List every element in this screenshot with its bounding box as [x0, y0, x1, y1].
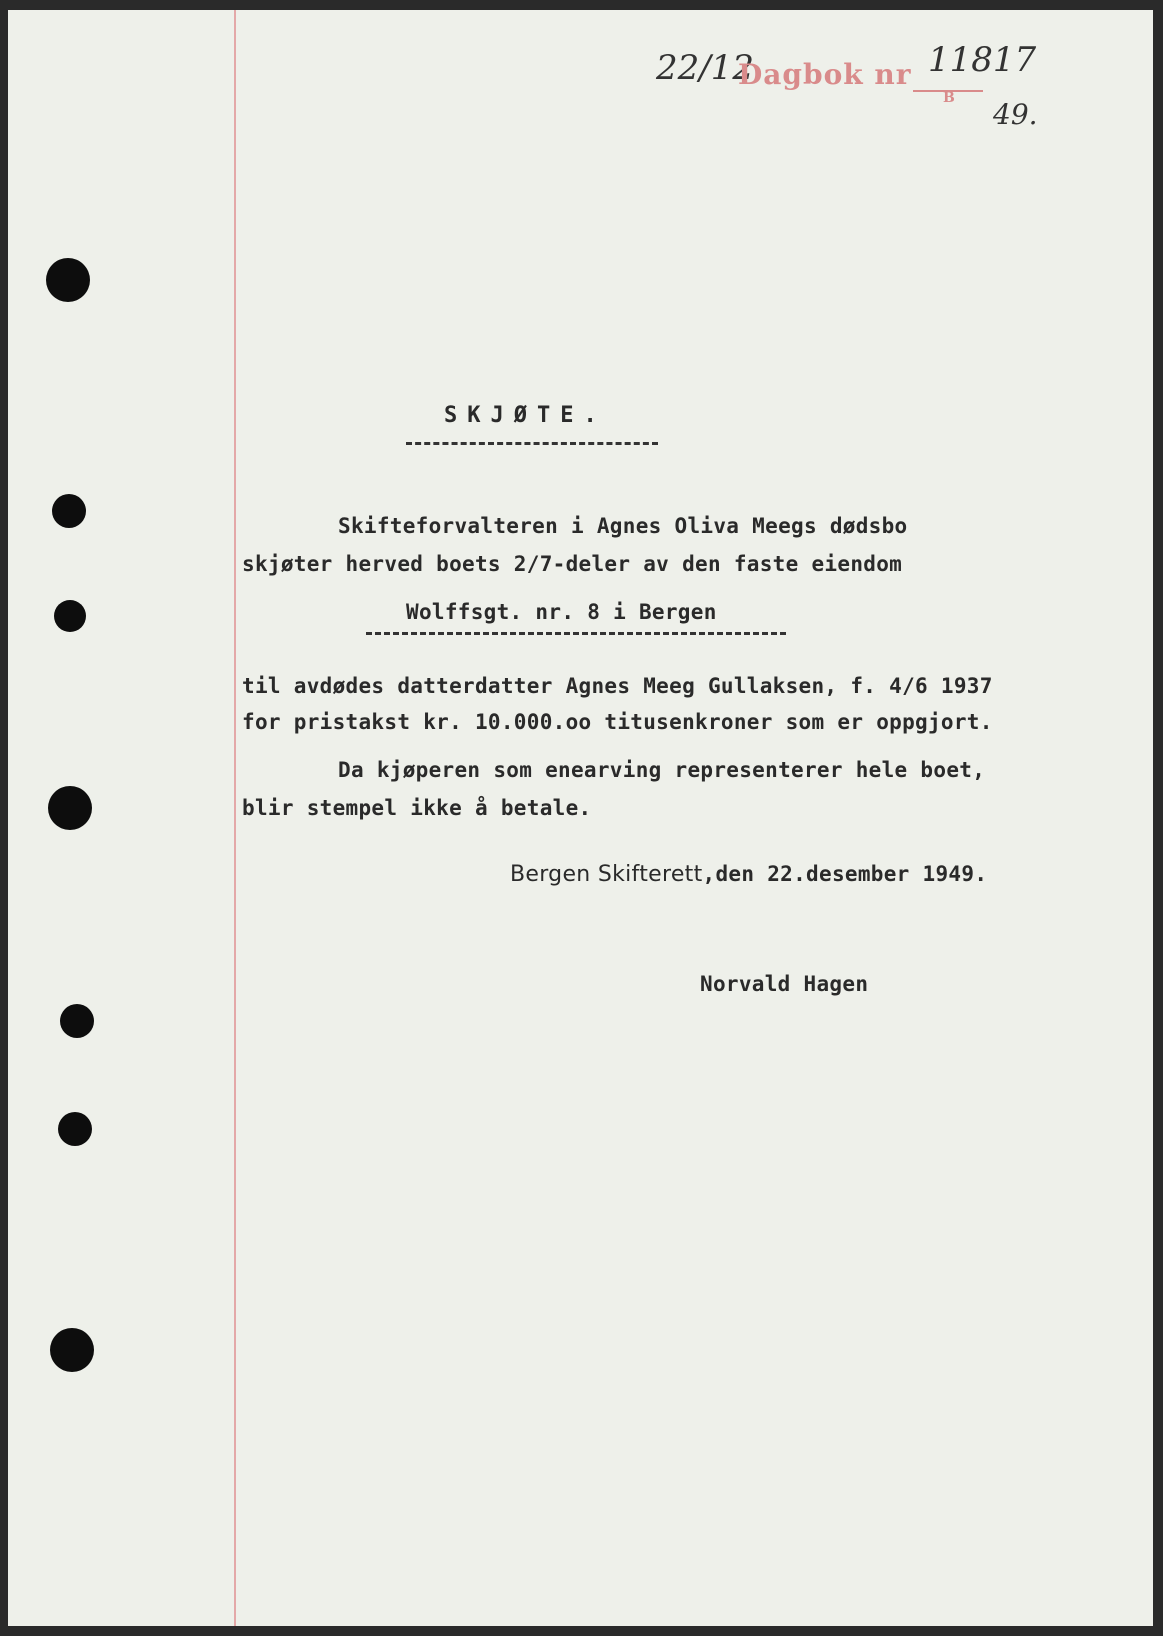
court-name: Bergen Skifterett: [510, 862, 703, 887]
stamp-sub: B: [943, 90, 955, 106]
title-underline: [406, 442, 658, 445]
paragraph1-line1: Skifteforvalteren i Agnes Oliva Meegs dødsbo: [338, 514, 908, 538]
property-underline: [366, 632, 786, 635]
paragraph2-line1: til avdødes datterdatter Agnes Meeg Gullaksen, f. 4/6 1937: [242, 674, 993, 698]
date-text: ,den 22.desember 1949.: [702, 862, 988, 886]
document-page: [8, 10, 1153, 1626]
punch-hole: [50, 1328, 94, 1372]
margin-line: [234, 10, 236, 1626]
property-address: Wolffsgt. nr. 8 i Bergen: [406, 600, 717, 624]
punch-hole: [46, 258, 90, 302]
handwritten-date: 22/12: [656, 48, 754, 88]
handwritten-year: 49.: [993, 98, 1038, 131]
punch-hole: [60, 1004, 94, 1038]
punch-hole: [48, 786, 92, 830]
document-title: SKJØTE.: [444, 403, 607, 428]
handwritten-number: 11817: [928, 40, 1037, 80]
punch-hole: [52, 494, 86, 528]
punch-hole: [58, 1112, 92, 1146]
signature-name: Norvald Hagen: [700, 972, 869, 996]
paragraph2-line2: for pristakst kr. 10.000.oo titusenkroner som er oppgjort.: [242, 710, 993, 734]
place-date-line: [510, 862, 987, 887]
paragraph1-line2: skjøter herved boets 2/7-deler av den faste eiendom: [242, 552, 903, 576]
punch-hole: [54, 600, 86, 632]
dagbok-stamp-label: Dagbok nr: [738, 58, 912, 91]
paragraph3-line1: Da kjøperen som enearving representerer hele boet,: [338, 758, 986, 782]
paragraph3-line2: blir stempel ikke å betale.: [242, 796, 592, 820]
